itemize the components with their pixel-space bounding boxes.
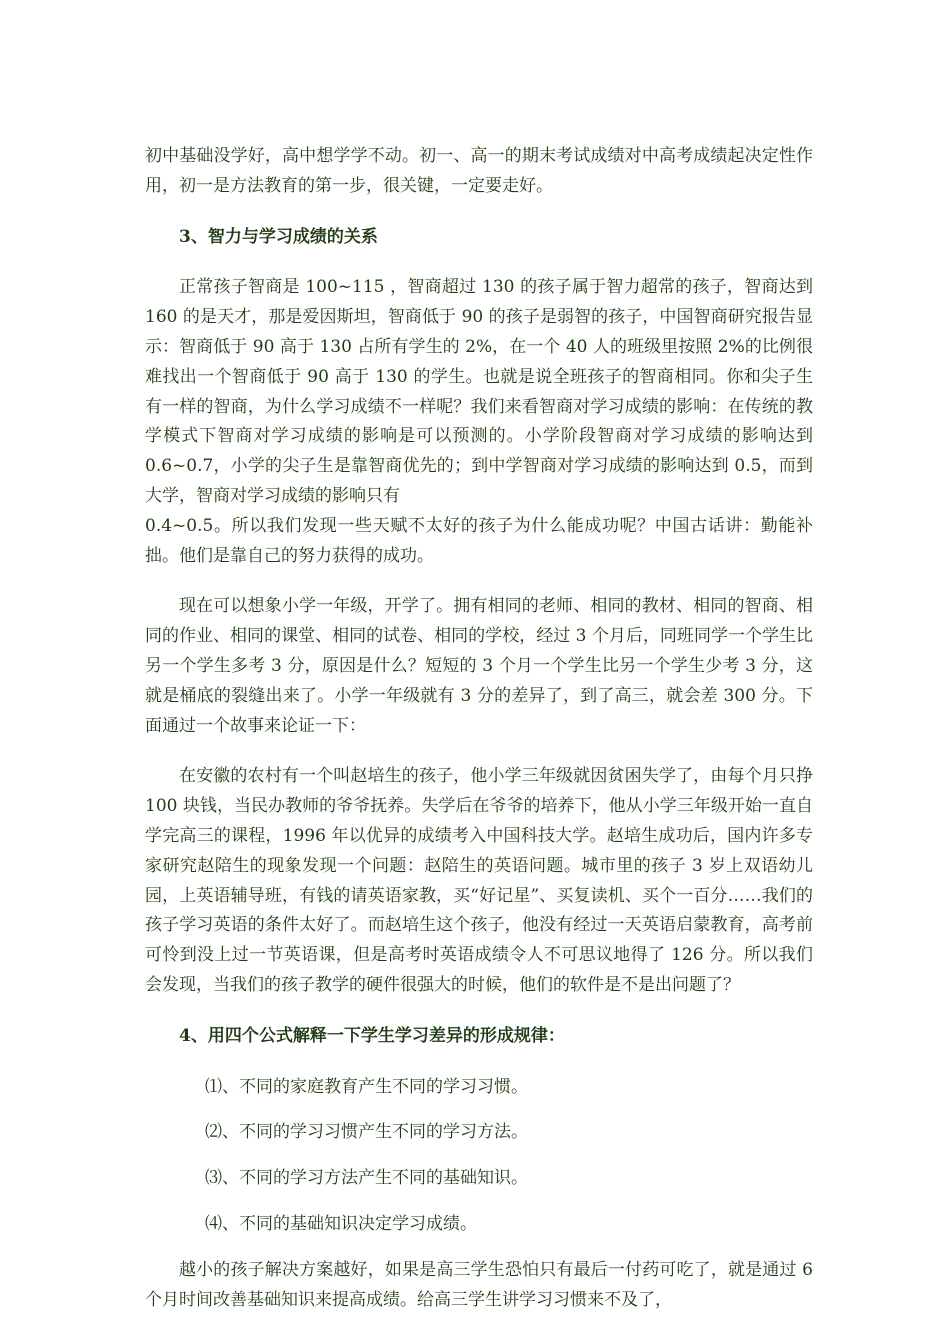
section-3-paragraph-3: 在安徽的农村有一个叫赵培生的孩子，他小学三年级就因贫困失学了，由每个月只挣 100 块钱，当民办教师的爷爷抚养。失学后在爷爷的培养下，他从小学三年级开始一直自学完高三的课程，1996 年以优异的成绩考入中国科技大学。赵培生成功后，国内许多专家研究赵陪生的现象发现一个问题：赵陪生的英语问题。城市里的孩子 3 岁上双语幼儿园，上英语辅导班，有钱的请英语家教，买“好记星”、买复读机、买个一百分……我们的孩子学习英语的条件太好了。而赵培生这个孩子，他没有经过一天英语启蒙教育，高考前可怜到没上过一节英语课，但是高考时英语成绩令人不可思议地得了 126 分。所以我们会发现，当我们的孩子教学的硬件很强大的时候，他们的软件是不是出问题了？ xyxy=(145,766,813,995)
section-3-paragraph-2: 现在可以想象小学一年级，开学了。拥有相同的老师、相同的教材、相同的智商、相同的作业、相同的课堂、相同的试卷、相同的学校，经过 3 个月后，同班同学一个学生比另一个学生多考 3 分，原因是什么？短短的 3 个月一个学生比另一个学生少考 3 分，这就是桶底的裂缝出来了。小学一年级就有 3 分的差异了，到了高三，就会差 300 分。下面通过一个故事来论证一下： xyxy=(145,596,813,736)
formula-item-4: ⑷、不同的基础知识决定学习成绩。 xyxy=(205,1213,477,1234)
section-4-closing-paragraph: 越小的孩子解决方案越好，如果是高三学生恐怕只有最后一付药可吃了，就是通过 6 个月时间改善基础知识来提高成绩。给高三学生讲学习习惯来不及了， xyxy=(145,1259,813,1310)
formula-item-3: ⑶、不同的学习方法产生不同的基础知识。 xyxy=(205,1168,528,1189)
section-4-heading: 4、用四个公式解释一下学生学习差异的形成规律： xyxy=(179,1025,565,1046)
section-3-heading: 3、智力与学习成绩的关系 xyxy=(179,226,378,247)
section-3-paragraph-1 xyxy=(145,273,813,571)
section-3-paragraph-1-tail: 0.4~0.5。所以我们发现一些天赋不太好的孩子为什么能成功呢？中国古话讲：勤能补拙。他们是靠自己的努力获得的成功。 xyxy=(145,515,813,566)
formula-item-2: ⑵、不同的学习习惯产生不同的学习方法。 xyxy=(205,1122,528,1143)
formula-item-1: ⑴、不同的家庭教育产生不同的学习习惯。 xyxy=(205,1076,528,1097)
section-3-paragraph-1-text: 正常孩子智商是 100~115 ，智商超过 130 的孩子属于智力超常的孩子，智商达到 160 的是天才，那是爱因斯坦，智商低于 90 的孩子是弱智的孩子，中国智商研究报告显示：智商低于 90 高于 130 占所有学生的 2%，在一个 40 人的班级里按照 2%的比例很难找出一个智商低于 90 高于 130 的学生。也就是说全班孩子的智商相同。你和尖子生有一样的智商，为什么学习成绩不一样呢？我们来看智商对学习成绩的影响：在传统的教学模式下智商对学习成绩的影响是可以预测的。小学阶段智商对学习成绩的影响达到 0.6~0.7，小学的尖子生是靠智商优先的；到中学智商对学习成绩的影响达到 0.5，而到大学，智商对学习成绩的影响只有 xyxy=(145,277,813,506)
intro-paragraph: 初中基础没学好，高中想学学不动。初一、高一的期末考试成绩对中高考成绩起决定性作用，初一是方法教育的第一步，很关键，一定要走好。 xyxy=(145,146,813,196)
document-body xyxy=(145,142,813,1336)
